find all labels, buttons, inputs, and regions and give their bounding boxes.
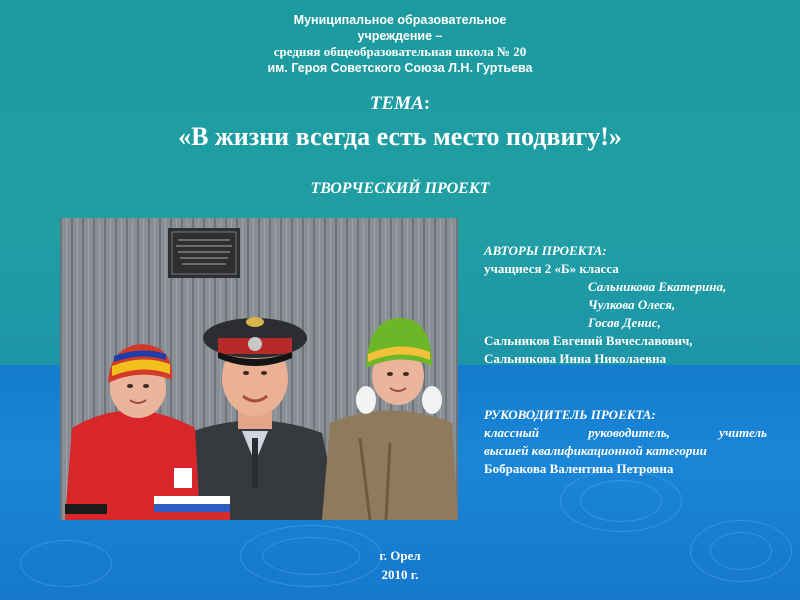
header-line-3: средняя общеобразовательная школа № 20 (273, 44, 527, 59)
group-photo (60, 218, 458, 520)
theme-label (0, 93, 800, 115)
authors-class-line: учащиеся 2 «Б» класса (484, 261, 619, 276)
theme-label-text: ТЕМА (369, 93, 424, 114)
student-name: Сальникова Екатерина, (588, 279, 727, 294)
leader-role-line-1: классный руководитель, учитель (484, 425, 767, 440)
parent-name: Сальников Евгений Вячеславович, (484, 333, 693, 348)
leader-heading: РУКОВОДИТЕЛЬ ПРОЕКТА: (484, 407, 656, 422)
ripple-decoration (580, 480, 662, 522)
header-line-2: учреждение – (357, 29, 443, 43)
authors-block (484, 242, 769, 368)
school-header (0, 12, 800, 76)
footer-year: 2010 г. (381, 567, 419, 582)
project-type: ТВОРЧЕСКИЙ ПРОЕКТ (310, 180, 490, 197)
authors-heading: АВТОРЫ ПРОЕКТА: (484, 243, 607, 258)
footer-city: г. Орел (379, 548, 421, 563)
footer (0, 546, 800, 584)
leader-name: Бобракова Валентина Петровна (484, 461, 674, 476)
theme-title: «В жизни всегда есть место подвигу!» (178, 122, 622, 151)
theme-label-colon: : (423, 93, 431, 114)
student-name: Госав Денис, (588, 315, 661, 330)
parent-name: Сальникова Инна Николаевна (484, 351, 667, 366)
leader-role-line-2: высшей квалификационной категории (484, 443, 707, 458)
photo-illustration (60, 218, 458, 520)
header-line-1: Муниципальное образовательное (293, 13, 507, 27)
student-name: Чулкова Олеся, (588, 297, 676, 312)
leader-block (484, 406, 767, 478)
header-line-4: им. Героя Советского Союза Л.Н. Гуртьева (267, 61, 533, 75)
